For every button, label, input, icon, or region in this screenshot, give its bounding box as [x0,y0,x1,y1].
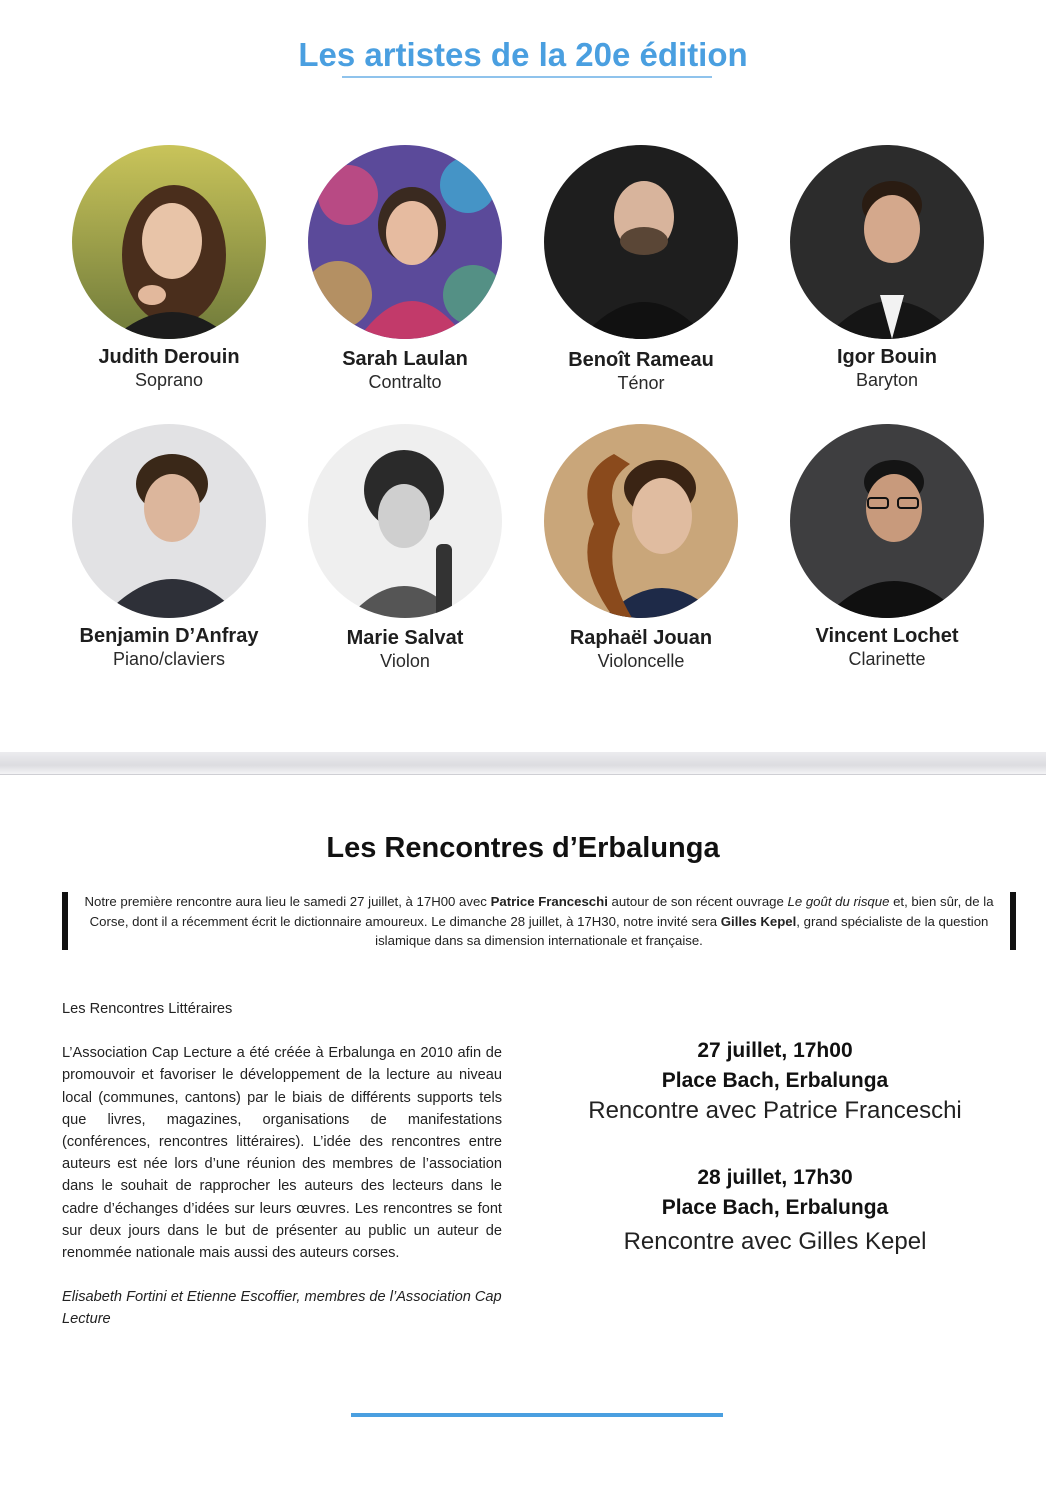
artist-photo [790,424,984,618]
event-place: Place Bach, Erbalunga [661,1196,889,1219]
artist-name: Raphaël Jouan [569,627,713,649]
quote-bar-right [1010,892,1016,950]
artist-role: Piano/claviers [112,649,226,669]
subheading: Les Rencontres Littéraires [62,1001,233,1017]
artist-card-marie-salvat [290,424,520,672]
title-underline [342,76,712,78]
artist-card-benoit-rameau [526,145,756,394]
section-title: Les Rencontres d’Erbalunga [326,832,720,864]
artist-photo [308,424,502,618]
artist-card-benjamin-danfray [54,424,284,670]
artist-role: Ténor [617,373,665,393]
intro-quote [62,892,1016,950]
artist-role: Soprano [134,370,204,390]
event-date: 28 juillet, 17h30 [697,1166,853,1189]
artist-role: Clarinette [848,649,926,669]
artist-name: Judith Derouin [98,346,240,368]
artist-photo [544,424,738,618]
artist-role: Contralto [368,372,442,392]
event-place: Place Bach, Erbalunga [661,1069,889,1092]
section-divider [0,752,1046,775]
artist-role: Baryton [855,370,919,390]
event-block-2 [540,1163,1010,1257]
event-block-1 [540,1036,1010,1126]
event-date: 27 juillet, 17h00 [697,1039,853,1062]
artist-name: Igor Bouin [837,346,937,368]
artist-name: Benoît Rameau [568,349,714,371]
event-title: Rencontre avec Patrice Franceschi [588,1097,962,1124]
artist-name: Benjamin D’Anfray [79,625,259,647]
artist-role: Violon [380,651,430,671]
event-title: Rencontre avec Gilles Kepel [623,1228,927,1255]
intro-text: Notre première rencontre aura lieu le samedi 27 juillet, à 17H00 avec Patrice Franceschi autour de son récent ouvrage Le goût du risque et, bien sûr, de la Corse, dont il a récemment écrit le dictionnaire amoureux. Le dimanche 28 juillet, à 17H30, notre invité sera Gilles Kepel, grand spécialiste de la question islamique dans sa dimension internationale et française. [84,894,994,948]
artist-card-igor-bouin [772,145,1002,391]
artist-photo [72,145,266,339]
artist-name: Sarah Laulan [342,348,468,370]
artist-name: Vincent Lochet [815,625,959,647]
artist-role: Violoncelle [597,651,685,671]
artist-photo [790,145,984,339]
page-title: Les artistes de la 20e édition [298,36,748,73]
literary-meetings-column [62,998,502,1331]
bottom-rule [351,1413,723,1417]
artist-photo [308,145,502,339]
quote-bar-left [62,892,68,950]
artist-card-vincent-lochet [772,424,1002,670]
artist-name: Marie Salvat [346,627,464,649]
association-description: L’Association Cap Lecture a été créée à Erbalunga en 2010 afin de promouvoir et favoriser le développement de la lecture au niveau local (communes, cantons) par le biais de différents supports tels que livres, magazines, organisations de manifestations (conférences, rencontres littéraires). L’idée des rencontres entre auteurs est née lors d’une réunion des membres de l’association dans le souhait de rapprocher les auteurs des lecteurs dans le cadre d’échanges d’idées sur leurs œuvres. Les rencontres se font sur deux jours dans le but de présenter au public un auteur de renommée nationale mais aussi des auteurs corses. [62,1045,502,1262]
artist-photo [72,424,266,618]
artist-card-sarah-laulan [290,145,520,393]
artist-photo [544,145,738,339]
signature: Elisabeth Fortini et Etienne Escoffier, membres de l’Association Cap Lecture [62,1289,502,1328]
artist-card-judith-derouin [54,145,284,391]
artist-card-raphael-jouan [526,424,756,672]
